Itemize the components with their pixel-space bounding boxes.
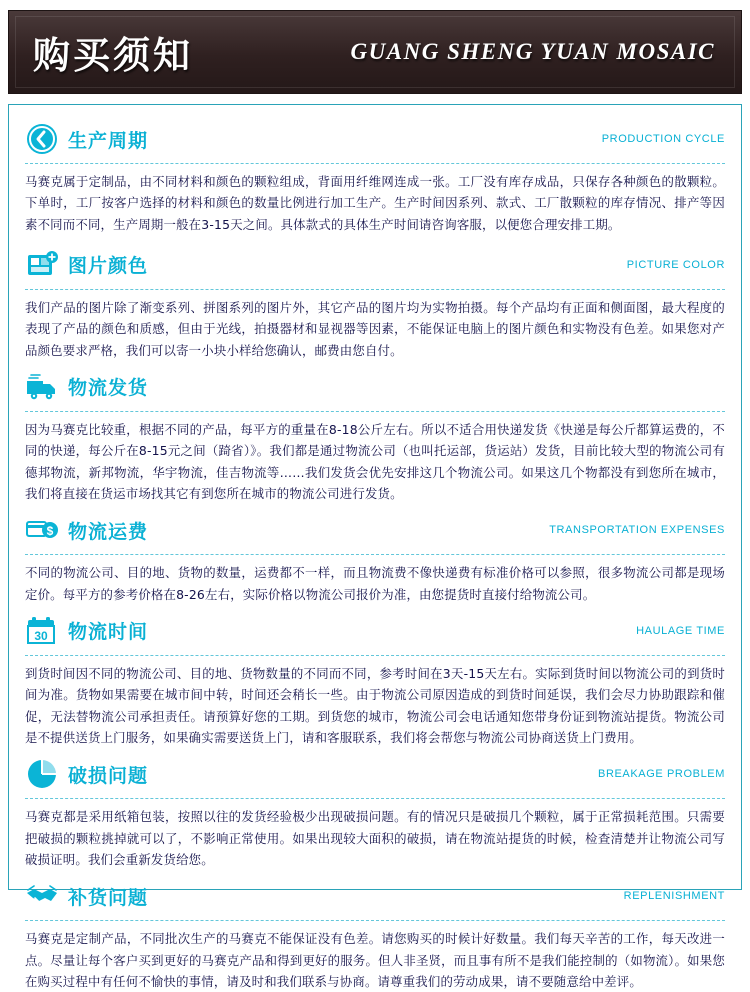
svg-text:30: 30: [34, 628, 48, 643]
svg-text:$: $: [46, 524, 54, 539]
section-title: 图片颜色: [68, 255, 149, 278]
divider: [25, 411, 725, 412]
content-panel: [8, 104, 742, 989]
section-title: 物流发货: [68, 377, 149, 400]
section-breakage-problem: [25, 754, 725, 870]
section-body: 我们产品的图片除了渐变系列、拼图系列的图片外，其它产品的图片均为实物拍摄。每个产品均有正面和侧面图，最大程度的表现了产品的颜色和质感，但由于光线，拍摄器材和显视器等因素，不能保证电脑上的图片颜色和实物没有色差。如果您对产品颜色要求严格，我们可以寄一小块小样给您确认，邮费由您自付。: [25, 299, 725, 358]
section-subtitle-en: TRANSPORTATION EXPENSES: [549, 524, 725, 537]
section-body: 因为马赛克比较重，根据不同的产品，每平方的重量在8-18公斤左右。所以不适合用快递发货《快递是每公斤都算运费的，不同的快递，每公斤在8-15元之间（踦省）》。我们都是通过物流公司（也叫托运部，货运站）发货，目前比较大型的物流公司有德邦物流，新邦物流，华宇物流，佳吉物流等……我们发货会优先安排这几个物流公司。如果这几个物都没有到您所在城市，我们将直接在货运市场找其它有到您所在城市的物流公司进行发货。: [25, 421, 725, 501]
section-header: [25, 367, 725, 407]
brand-title-en: GUANG SHENG YUAN MOSAIC: [350, 39, 715, 64]
section-subtitle-en: PRODUCTION CYCLE: [601, 133, 725, 145]
truck-icon: [25, 370, 59, 404]
section-header: [25, 611, 725, 651]
section-header: [25, 754, 725, 794]
purchase-notice-page: [0, 10, 750, 989]
divider: [25, 289, 725, 290]
section-subtitle-en: PICTURE COLOR: [626, 258, 725, 271]
card-dollar-icon: [25, 513, 59, 547]
handshake-icon: [25, 879, 59, 913]
section-picture-color: [25, 245, 725, 361]
pie-chart-icon: [25, 757, 59, 791]
divider: [25, 554, 725, 555]
section-header: [25, 876, 725, 916]
clock-icon: [25, 122, 59, 156]
section-header: [25, 245, 725, 285]
section-production-cycle: [25, 119, 725, 235]
divider: [25, 655, 725, 656]
image-color-icon: [25, 248, 59, 282]
section-header: [25, 510, 725, 550]
section-body: 到货时间因不同的物流公司、目的地、货物数量的不同而不同，参考时间在3天-15天左右。实际到货时间以物流公司的到货时间为准。货物如果需要在城市间中转，时间还会稍长一些。由于物流公司原因造成的到货时间延误，我们会尽力协助跟踪和催促，无法替物流公司承担责任。请预算好您的工期。到货您的城市，物流公司会电话通知您带身份证到物流站提货。物流公司是不提供送货上门服务，如果确实需要送货上门，请和客服联系，我们将会帮您与物流公司协商送货上门费用。: [25, 665, 725, 745]
section-title: 破损问题: [68, 764, 149, 787]
section-transportation-expenses: [25, 510, 725, 605]
page-header-banner: [8, 10, 742, 94]
section-header: [25, 119, 725, 159]
section-title: 生产周期: [68, 129, 149, 152]
calendar-30-icon: [25, 614, 59, 648]
section-body: 马赛克属于定制品，由不同材料和颜色的颗粒组成，背面用纤维网连成一张。工厂没有库存成品，只保存各种颜色的散颗粒。下单时，工厂按客户选择的材料和颜色的数量比例进行加工生产。生产时间因系列、款式、工厂散颗粒的库存情况、排产等因素不同而不同，生产周期一般在3-15天之间。具体款式的具体生产时间请咨询客服，以便您合理安排工期。: [25, 174, 725, 232]
section-title: 物流运费: [68, 520, 149, 543]
divider: [25, 163, 725, 164]
section-subtitle-en: BREAKAGE PROBLEM: [598, 768, 725, 781]
section-title: 物流时间: [68, 621, 149, 644]
section-body: 马赛克都是采用纸箱包装，按照以往的发货经验极少出现破损问题。有的情况只是破损几个颗粒，属于正常损耗范围。只需要把破损的颗粒挑掉就可以了，不影响正常使用。如果出现较大面积的破损，请在物流站提货的时候，检查清楚并让物流公司写破损证明。我们会重新发货给您。: [25, 809, 725, 867]
section-replenishment: [25, 876, 725, 992]
section-subtitle-en: REPLENISHMENT: [623, 890, 725, 903]
section-haulage-time: [25, 611, 725, 748]
section-logistics-shipping: [25, 367, 725, 504]
section-title: 补货问题: [68, 886, 149, 909]
divider: [25, 798, 725, 799]
divider: [25, 920, 725, 921]
page-title: 购买须知: [33, 34, 193, 77]
section-body: 马赛克是定制产品，不同批次生产的马赛克不能保证没有色差。请您购买的时候计好数量。我们每天辛苦的工作，每天改进一点。尽量让每个客户买到更好的马赛克产品和得到更好的服务。但人非圣贤，而且事有所不是我们能控制的（如物流）。如果您在购买过程中有任何不愉快的事情，请及时和我们联系与协商。请尊重我们的劳动成果，请不要随意给中差评。: [25, 931, 725, 989]
section-body: 不同的物流公司、目的地、货物的数量，运费都不一样，而且物流费不像快递费有标准价格可以参照，很多物流公司都是现场定价。每平方的参考价格在8-26左右，实际价格以物流公司报价为准，由您提货时直接付给物流公司。: [25, 565, 725, 602]
section-subtitle-en: HAULAGE TIME: [636, 624, 725, 637]
